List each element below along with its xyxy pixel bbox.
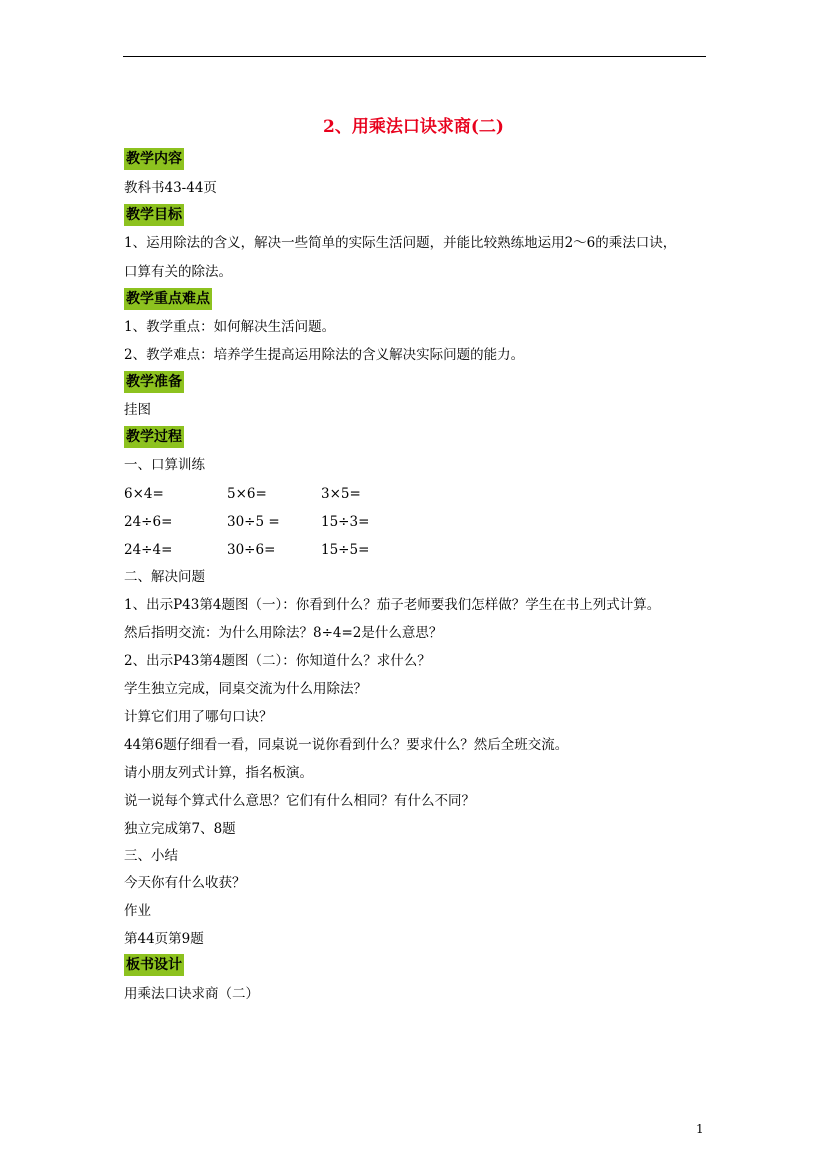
problem-line-4: 学生独立完成，同桌交流为什么用除法？ (124, 681, 367, 697)
calc-item: 3×5= (321, 486, 361, 502)
goal-line-1: 1、运用除法的含义，解决一些简单的实际生活问题，并能比较熟练地运用2～6的乘法口诀， (124, 235, 677, 251)
problem-line-2: 然后指明交流：为什么用除法？8÷4=2是什么意思？ (124, 625, 443, 641)
problem-line-5: 计算它们用了哪句口诀？ (124, 709, 273, 725)
heading-teaching-content: 教学内容 (124, 148, 184, 170)
summary-line-1: 今天你有什么收获？ (124, 875, 246, 891)
heading-teaching-goals: 教学目标 (124, 204, 184, 226)
preparation-text: 挂图 (124, 402, 151, 418)
header-rule (123, 56, 706, 57)
calc-item: 24÷4= (124, 542, 173, 558)
part-1-title: 一、口算训练 (124, 457, 205, 473)
calc-item: 6×4= (124, 486, 164, 502)
heading-process: 教学过程 (124, 426, 184, 448)
calc-item: 15÷5= (321, 542, 370, 558)
heading-board-design: 板书设计 (124, 954, 184, 976)
board-design-text: 用乘法口诀求商（二） (124, 986, 259, 1002)
part-2-title: 二、解决问题 (124, 569, 205, 585)
goal-line-2: 口算有关的除法。 (124, 264, 232, 280)
problem-line-8: 说一说每个算式什么意思？它们有什么相同？有什么不同？ (124, 793, 475, 809)
key-point-line-1: 1、教学重点：如何解决生活问题。 (124, 319, 336, 335)
calc-item: 30÷6= (227, 542, 276, 558)
problem-line-7: 请小朋友列式计算，指名板演。 (124, 765, 313, 781)
key-point-line-2: 2、教学难点：培养学生提高运用除法的含义解决实际问题的能力。 (124, 347, 525, 363)
problem-line-9: 独立完成第7、8题 (124, 821, 236, 837)
homework-text: 第44页第9题 (124, 931, 204, 947)
problem-line-1: 1、出示P43第4题图（一）：你看到什么？茄子老师要我们怎样做？学生在书上列式计算。 (124, 597, 661, 613)
calc-item: 30÷5 = (227, 514, 280, 530)
teaching-content-text: 教科书43-44页 (124, 180, 217, 196)
page-number: 1 (696, 1122, 704, 1136)
heading-key-points: 教学重点难点 (124, 288, 212, 310)
part-3-title: 三、小结 (124, 848, 178, 864)
homework-label: 作业 (124, 903, 151, 919)
document-title: 2、用乘法口诀求商(二) (323, 117, 504, 137)
problem-line-6: 44第6题仔细看一看，同桌说一说你看到什么？要求什么？然后全班交流。 (124, 737, 569, 753)
calc-item: 24÷6= (124, 514, 173, 530)
calc-item: 15÷3= (321, 514, 370, 530)
problem-line-3: 2、出示P43第4题图（二）：你知道什么？求什么？ (124, 653, 431, 669)
heading-preparation: 教学准备 (124, 371, 184, 393)
calc-item: 5×6= (227, 486, 267, 502)
